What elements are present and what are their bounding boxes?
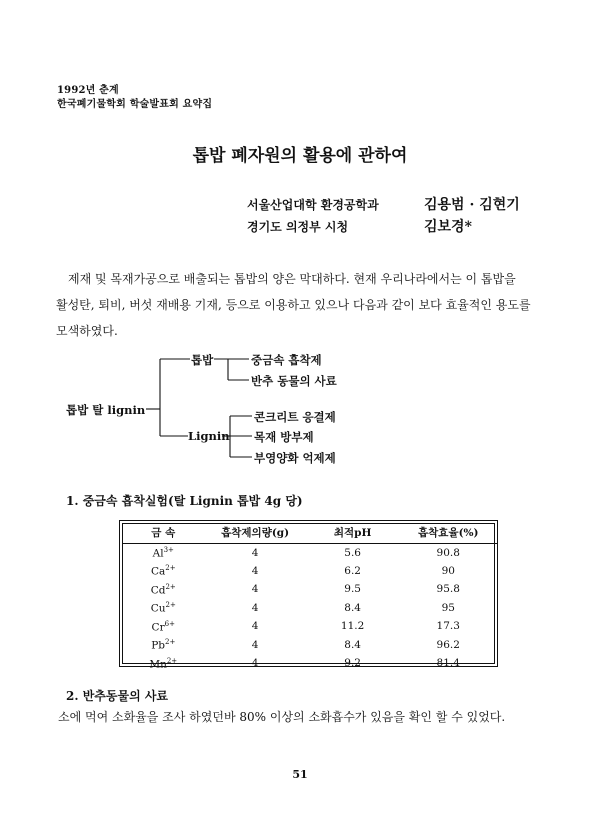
proceedings-title: 한국폐기물학회 학술발표회 요약집 — [57, 99, 213, 110]
tree-branch-lignin: Lignin — [188, 429, 230, 443]
author-names-1: 김용범 · 김현기 — [424, 197, 520, 213]
efficiency-cell: 95.8 — [436, 583, 460, 596]
table-header-row — [122, 523, 497, 543]
efficiency-cell: 90.8 — [436, 546, 460, 559]
amount-cell: 4 — [251, 546, 259, 559]
ph-cell: 9.2 — [344, 657, 361, 670]
efficiency-cell: 96.2 — [436, 638, 460, 651]
tree-leaf: 부영양화 억제제 — [254, 451, 336, 465]
metal-cell: $Pb^{2+}$ — [151, 638, 176, 652]
metal-cell: $Cr^{6+}$ — [151, 619, 175, 633]
tree-root-label: 톱밥 탈 lignin — [66, 403, 146, 417]
ph-cell: 11.2 — [340, 620, 365, 633]
author-affiliation-2: 경기도 의정부 시청 — [247, 220, 349, 234]
intro-line: 제재 및 목재가공으로 배출되는 톱밥의 양은 막대하다. 현재 우리나라에서는 이 톱밥을 — [68, 272, 516, 286]
table-row — [122, 654, 497, 673]
metal-cell: $Cu^{2+}$ — [150, 601, 176, 615]
table-row — [122, 636, 497, 655]
author-affiliation-1: 서울산업대학 환경공학과 — [247, 198, 379, 212]
metal-cell: $Mn^{2+}$ — [149, 656, 178, 670]
amount-cell: 4 — [251, 564, 259, 577]
ph-cell: 9.5 — [344, 583, 361, 596]
efficiency-cell: 81.4 — [436, 657, 460, 670]
column-header: 금 속 — [122, 523, 205, 543]
intro-line: 모색하였다. — [56, 324, 118, 338]
table-row — [122, 543, 497, 562]
amount-cell: 4 — [251, 657, 259, 670]
amount-cell: 4 — [251, 638, 259, 651]
page-number: 51 — [292, 768, 308, 781]
adsorption-table — [122, 523, 497, 673]
tree-leaf: 반추 동물의 사료 — [251, 374, 337, 388]
amount-cell: 4 — [251, 601, 259, 614]
column-header: 최적pH — [306, 523, 400, 543]
column-header: 흡착제의량(g) — [205, 523, 306, 543]
efficiency-cell: 90 — [441, 564, 455, 577]
metal-cell: $Al^{3+}$ — [152, 545, 174, 560]
tree-leaf: 콘크리트 응결제 — [254, 410, 336, 424]
intro-line: 활성탄, 퇴비, 버섯 재배용 기재, 등으로 이용하고 있으나 다음과 같이 보다 효율적인 용도를 — [56, 298, 531, 312]
ph-cell: 5.6 — [344, 546, 361, 559]
efficiency-cell: 17.3 — [436, 620, 460, 633]
column-header: 흡착효율(%) — [400, 523, 498, 543]
paper-title: 톱밥 폐자원의 활용에 관하여 — [192, 146, 408, 166]
efficiency-cell: 95 — [441, 601, 455, 614]
ph-cell: 8.4 — [344, 638, 361, 651]
metal-cell: $Cd^{2+}$ — [150, 582, 176, 596]
amount-cell: 4 — [251, 583, 259, 596]
ph-cell: 8.4 — [344, 601, 361, 614]
section-2-heading: 2. 반추동물의 사료 — [66, 689, 169, 703]
table-row — [122, 562, 497, 581]
tree-branch-sawdust: 톱밥 — [191, 353, 214, 367]
proceedings-year: 1992년 춘계 — [57, 85, 119, 96]
table-row — [122, 599, 497, 618]
tree-leaf: 목재 방부제 — [254, 430, 314, 444]
table-row — [122, 617, 497, 636]
section-2-text: 소에 먹여 소화율을 조사 하였던바 80% 이상의 소화흡수가 있음을 확인 할 수 있었다. — [58, 710, 506, 724]
author-names-2: 김보경* — [424, 219, 472, 235]
table-row — [122, 580, 497, 599]
ph-cell: 6.2 — [344, 564, 361, 577]
section-1-heading: 1. 중금속 흡착실험(탈 Lignin 톱밥 4g 당) — [66, 494, 303, 508]
tree-leaf: 중금속 흡착제 — [251, 353, 322, 367]
amount-cell: 4 — [251, 620, 259, 633]
metal-cell: $Ca^{2+}$ — [150, 564, 176, 578]
